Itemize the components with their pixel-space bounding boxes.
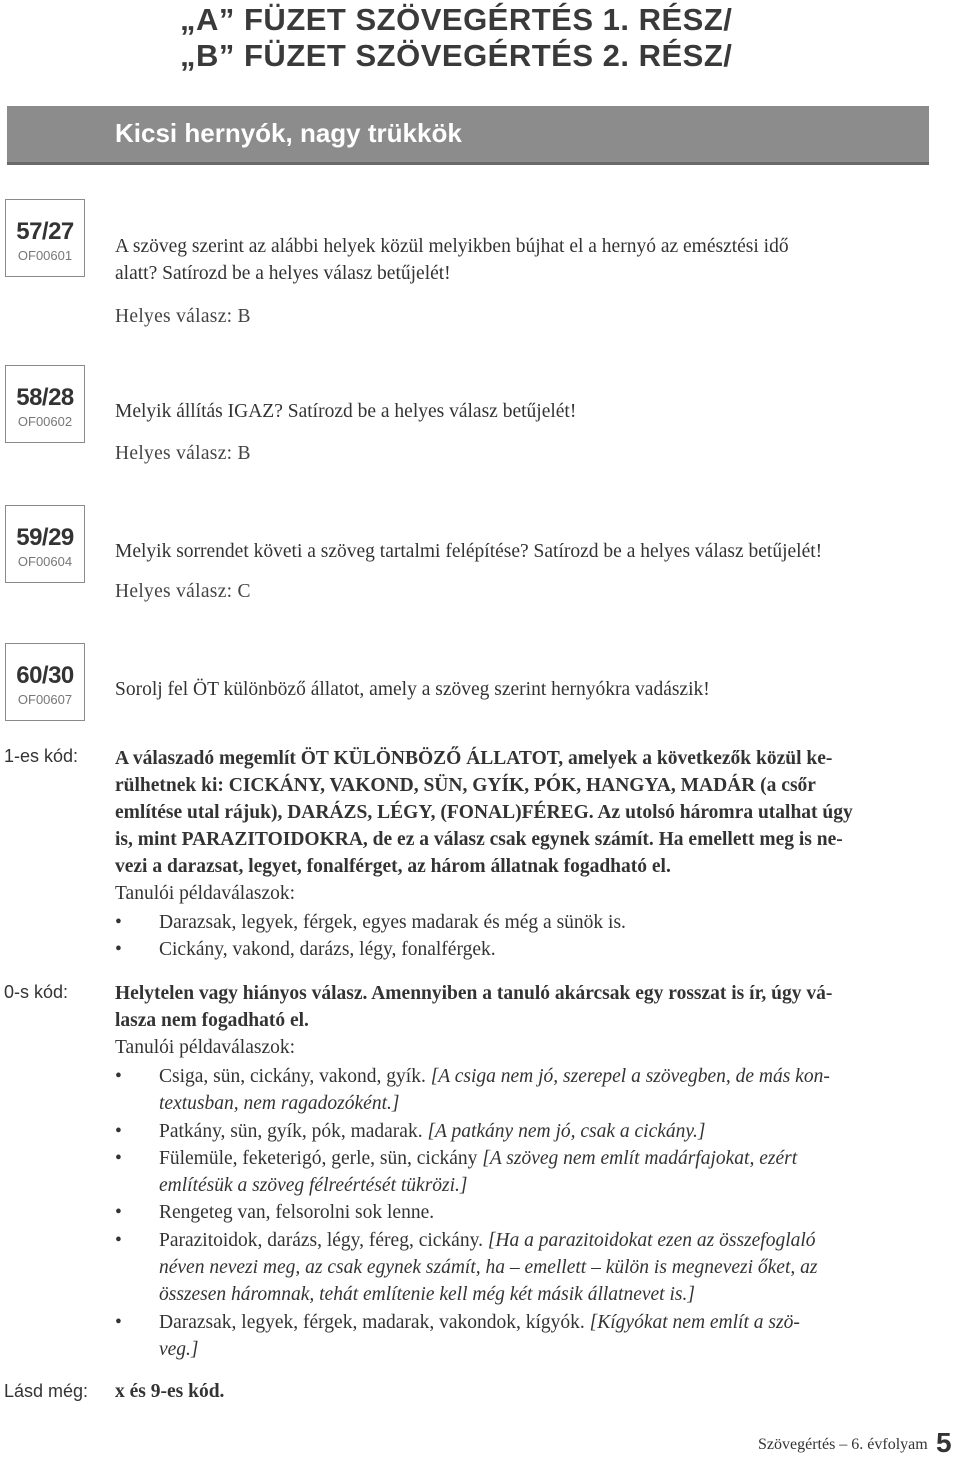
- section-title: Kicsi hernyók, nagy trükkök: [115, 118, 462, 148]
- description-line: vezi a darazsat, legyet, fonalférget, az három állatnak fogadható el.: [115, 856, 671, 877]
- example-note: [Kígyókat nem említ a szö-: [589, 1312, 800, 1333]
- page-number: 5: [936, 1427, 952, 1458]
- example-note: [A szöveg nem említ madárfajokat, ezért: [482, 1148, 798, 1169]
- bullet-icon: •: [115, 1202, 122, 1223]
- description-line: rülhetnek ki: CICKÁNY, VAKOND, SÜN, GYÍK, PÓK, HANGYA, MADÁR (a csőr: [115, 775, 816, 796]
- bullet-icon: •: [115, 912, 122, 933]
- description-line: lasza nem fogadható el.: [115, 1010, 309, 1031]
- question-number: 58/28: [16, 384, 74, 411]
- header-line-2: „B” FÜZET SZÖVEGÉRTÉS 2. RÉSZ/: [180, 38, 733, 73]
- footer-text: Szövegértés – 6. évfolyam: [758, 1436, 928, 1453]
- question-text: Melyik állítás IGAZ? Satírozd be a helyes válasz betűjelét!: [115, 401, 577, 422]
- example-note: néven nevezi meg, az csak egynek számít, ha – emellett – külön is megnevezi őket, az: [159, 1257, 818, 1278]
- description-line: említése utal rájuk), DARÁZS, LÉGY, (FONAL)FÉREG. Az utolsó háromra utalhat úgy: [115, 802, 853, 823]
- example-text: Csiga, sün, cickány, vakond, gyík.: [159, 1066, 426, 1087]
- bullet-icon: •: [115, 939, 122, 960]
- question-number-box: [5, 505, 85, 583]
- question-text-line: A szöveg szerint az alábbi helyek közül melyikben bújhat el a hernyó az emésztési idő: [115, 236, 789, 257]
- see-also-value: x és 9-es kód.: [115, 1381, 225, 1402]
- example-note: összesen háromnak, tehát említenie kell még két másik állatnevet is.]: [159, 1284, 695, 1305]
- question-number: 59/29: [16, 524, 74, 551]
- question-number: 60/30: [16, 662, 74, 689]
- section-title-bar: [7, 106, 929, 165]
- example-note: említésük a szöveg félreértését tükrözi.]: [159, 1175, 468, 1196]
- example-text: Parazitoidok, darázs, légy, féreg, cickány.: [159, 1230, 483, 1251]
- bullet-icon: •: [115, 1148, 122, 1169]
- correct-answer: Helyes válasz: B: [115, 306, 251, 327]
- examples-label: Tanulói példaválaszok:: [115, 1037, 296, 1058]
- code-0-description: [115, 980, 930, 1034]
- description-line: A válaszadó megemlít ÖT KÜLÖNBÖZŐ ÁLLATOT, amelyek a következők közül ke-: [115, 748, 833, 769]
- question-number-box: [5, 365, 85, 443]
- example-note: [A csiga nem jó, szerepel a szövegben, de más kon-: [430, 1066, 830, 1087]
- code-0-label: 0-s kód:: [4, 982, 69, 1002]
- description-line: Helytelen vagy hiányos válasz. Amennyiben a tanuló akárcsak egy rosszat is ír, úgy vá-: [115, 983, 833, 1004]
- correct-answer: Helyes válasz: B: [115, 443, 251, 464]
- bullet-icon: •: [115, 1230, 122, 1251]
- correct-answer: Helyes válasz: C: [115, 581, 251, 602]
- description-line: is, mint PARAZITOIDOKRA, de ez a válasz csak egynek számít. Ha emellett meg is ne-: [115, 829, 843, 850]
- example-note: textusban, nem ragadozóként.]: [159, 1093, 400, 1114]
- example-note: [Ha a parazitoidokat ezen az összefoglaló: [487, 1230, 816, 1251]
- bullet-icon: •: [115, 1066, 122, 1087]
- question-text: Sorolj fel ÖT különböző állatot, amely a szöveg szerint hernyókra vadászik!: [115, 679, 710, 700]
- example-text: Fülemüle, feketerigó, gerle, sün, cickány: [159, 1148, 478, 1169]
- example-note: veg.]: [159, 1339, 199, 1360]
- header-line-1: „A” FÜZET SZÖVEGÉRTÉS 1. RÉSZ/: [180, 2, 733, 37]
- question-number-box: [5, 643, 85, 721]
- bullet-icon: •: [115, 1121, 122, 1142]
- question-code: OF00601: [17, 248, 73, 263]
- example-text: Rengeteg van, felsorolni sok lenne.: [159, 1202, 435, 1223]
- example-text: Darazsak, legyek, férgek, egyes madarak és még a sünök is.: [159, 912, 626, 933]
- bullet-icon: •: [115, 1312, 122, 1333]
- example-text: Cickány, vakond, darázs, légy, fonalférgek.: [159, 939, 496, 960]
- example-text: Patkány, sün, gyík, pók, madarak.: [159, 1121, 423, 1142]
- example-note: [A patkány nem jó, csak a cickány.]: [427, 1121, 706, 1142]
- page-header: [180, 2, 880, 74]
- question-number-box: [5, 199, 85, 277]
- see-also-label: Lásd még:: [4, 1381, 89, 1401]
- code-1-description: [115, 745, 930, 880]
- question-text: Melyik sorrendet követi a szöveg tartalmi felépítése? Satírozd be a helyes válasz betűjelét!: [115, 541, 823, 562]
- example-text: Darazsak, legyek, férgek, madarak, vakondok, kígyók.: [159, 1312, 585, 1333]
- question-number: 57/27: [16, 218, 74, 245]
- question-text: [115, 233, 930, 287]
- question-code: OF00604: [17, 554, 73, 569]
- examples-label: Tanulói példaválaszok:: [115, 883, 296, 904]
- code-1-label: 1-es kód:: [4, 746, 79, 766]
- question-code: OF00607: [17, 692, 73, 707]
- question-code: OF00602: [17, 414, 73, 429]
- question-text-line: alatt? Satírozd be a helyes válasz betűjelét!: [115, 263, 451, 284]
